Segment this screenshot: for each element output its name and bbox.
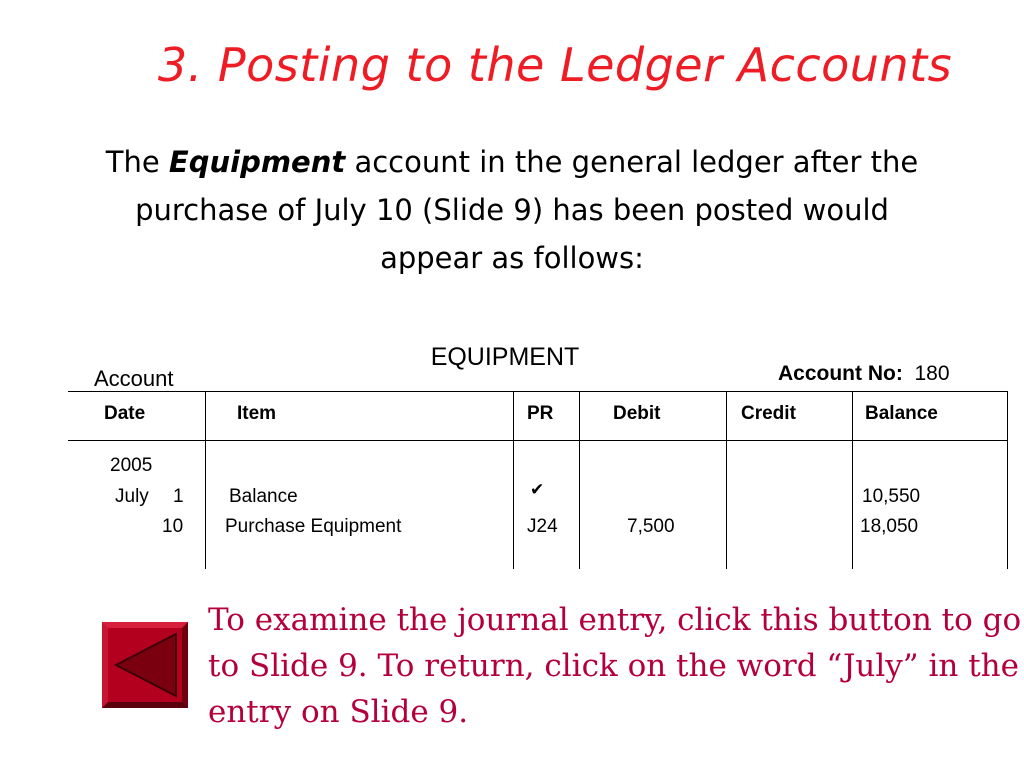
intro-text xyxy=(82,138,942,282)
column-divider xyxy=(726,391,727,569)
row-balance: 18,050 xyxy=(860,516,919,537)
column-divider xyxy=(579,391,580,569)
table-top-rule xyxy=(68,391,1008,392)
left-triangle-icon xyxy=(108,628,182,702)
column-divider xyxy=(852,391,853,569)
account-number-value: 180 xyxy=(914,362,950,385)
table-header-rule xyxy=(68,440,1008,441)
row-item: Purchase Equipment xyxy=(225,516,402,537)
column-header-date: Date xyxy=(104,403,146,424)
account-number-label: Account No: xyxy=(778,362,903,385)
back-to-slide-button[interactable] xyxy=(102,622,188,708)
account-label: Account xyxy=(94,366,174,391)
column-header-credit: Credit xyxy=(741,403,796,424)
row-day: 10 xyxy=(162,516,184,537)
ledger-year: 2005 xyxy=(110,455,153,476)
row-debit: 7,500 xyxy=(627,516,675,537)
intro-suffix: account in the general ledger after the purchase of July 10 (Slide 9) has been posted would appear as follows: xyxy=(135,145,919,275)
row-month: July xyxy=(115,486,149,507)
intro-emphasis: Equipment xyxy=(168,145,346,179)
navigation-instructions: To examine the journal entry, click this button to go to Slide 9. To return, click on the word “July” in the entry on Slide 9. xyxy=(208,602,1022,730)
column-divider xyxy=(1007,391,1008,569)
column-header-debit: Debit xyxy=(613,403,661,424)
column-divider xyxy=(513,391,514,569)
account-name: EQUIPMENT xyxy=(430,343,580,371)
column-divider xyxy=(205,391,206,569)
row-item: Balance xyxy=(229,486,298,507)
account-number xyxy=(778,362,950,386)
intro-prefix: The xyxy=(105,145,169,179)
checkmark-icon: ✔ xyxy=(530,480,545,499)
row-balance: 10,550 xyxy=(862,486,921,507)
row-posting-ref: J24 xyxy=(527,516,558,537)
column-header-pr: PR xyxy=(527,403,554,424)
slide-title: 3. Posting to the Ledger Accounts xyxy=(157,38,953,92)
row-day: 1 xyxy=(173,486,184,507)
column-header-item: Item xyxy=(237,403,277,424)
column-header-balance: Balance xyxy=(865,403,938,424)
